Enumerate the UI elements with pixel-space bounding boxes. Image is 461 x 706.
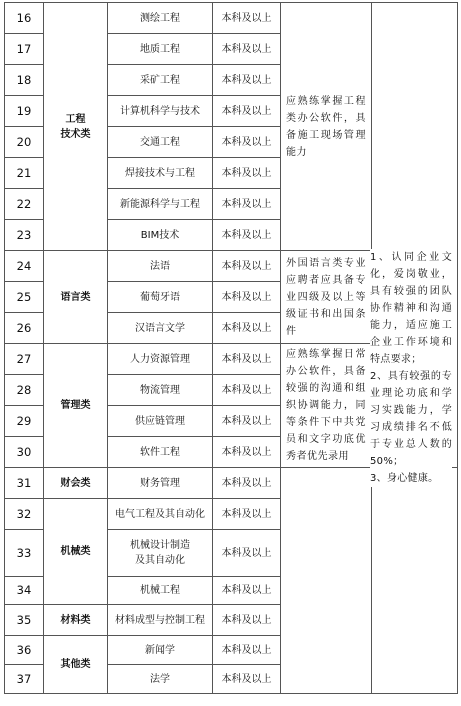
row-number: 27: [5, 344, 44, 375]
row-number: 21: [5, 158, 44, 189]
education-level: 本科及以上: [213, 251, 281, 282]
major-name: 葡萄牙语: [108, 282, 213, 313]
row-number: 29: [5, 406, 44, 437]
category-other: 其他类: [44, 636, 108, 694]
major-name: 材料成型与控制工程: [108, 605, 213, 636]
major-name: 电气工程及其自动化: [108, 499, 213, 530]
major-name: 汉语言文学: [108, 313, 213, 344]
education-level: 本科及以上: [213, 375, 281, 406]
row-number: 20: [5, 127, 44, 158]
major-name: 地质工程: [108, 34, 213, 65]
category-management: 管理类: [44, 344, 108, 468]
education-level: 本科及以上: [213, 344, 281, 375]
requirement-management: 应熟练掌握日常办公软件，具备较强的沟通和组织协调能力，同等条件下中共党员和文字功底优秀者优先录用: [281, 344, 372, 468]
row-number: 26: [5, 313, 44, 344]
row-number: 34: [5, 577, 44, 605]
row-number: 37: [5, 665, 44, 694]
major-name: 新闻学: [108, 636, 213, 665]
education-level: 本科及以上: [213, 577, 281, 605]
major-name: 机械设计制造 及其自动化: [108, 530, 213, 577]
major-name: 交通工程: [108, 127, 213, 158]
major-name: 供应链管理: [108, 406, 213, 437]
row-number: 23: [5, 220, 44, 251]
row-number: 31: [5, 468, 44, 499]
education-level: 本科及以上: [213, 406, 281, 437]
education-level: 本科及以上: [213, 499, 281, 530]
row-number: 35: [5, 605, 44, 636]
education-level: 本科及以上: [213, 96, 281, 127]
row-number: 36: [5, 636, 44, 665]
education-level: 本科及以上: [213, 282, 281, 313]
general-requirements: 1、认同企业文化，爱岗敬业，具有较强的团队协作精神和沟通能力，适应施工企业工作环境和特点要求； 2、具有较强的专业理论功底和学习实践能力，学习成绩排名不低于专业总人数的50%； 3、身心健康。: [370, 249, 452, 487]
education-level: 本科及以上: [213, 530, 281, 577]
major-name: 软件工程: [108, 437, 213, 468]
major-name: 法语: [108, 251, 213, 282]
category-mechanical: 机械类: [44, 499, 108, 605]
requirement-engineering: 应熟练掌握工程类办公软件，具备施工现场管理能力: [281, 3, 372, 251]
education-level: 本科及以上: [213, 437, 281, 468]
category-language: 语言类: [44, 251, 108, 344]
category-materials: 材料类: [44, 605, 108, 636]
row-number: 19: [5, 96, 44, 127]
requirement-blank: [281, 468, 372, 694]
major-name: 机械工程: [108, 577, 213, 605]
major-name: 测绘工程: [108, 3, 213, 34]
education-level: 本科及以上: [213, 3, 281, 34]
row-number: 16: [5, 3, 44, 34]
education-level: 本科及以上: [213, 313, 281, 344]
category-finance: 财会类: [44, 468, 108, 499]
row-number: 32: [5, 499, 44, 530]
row-number: 25: [5, 282, 44, 313]
requirement-language: 外国语言类专业应聘者应具备专业四级及以上等级证书和出国条件: [281, 251, 372, 344]
table-row: [5, 3, 458, 34]
education-level: 本科及以上: [213, 220, 281, 251]
row-number: 28: [5, 375, 44, 406]
major-name: 法学: [108, 665, 213, 694]
education-level: 本科及以上: [213, 34, 281, 65]
education-level: 本科及以上: [213, 189, 281, 220]
education-level: 本科及以上: [213, 605, 281, 636]
education-level: 本科及以上: [213, 65, 281, 96]
row-number: 18: [5, 65, 44, 96]
education-level: 本科及以上: [213, 636, 281, 665]
row-number: 17: [5, 34, 44, 65]
major-name: 采矿工程: [108, 65, 213, 96]
education-level: 本科及以上: [213, 127, 281, 158]
education-level: 本科及以上: [213, 665, 281, 694]
row-number: 24: [5, 251, 44, 282]
major-name: BIM技术: [108, 220, 213, 251]
education-level: 本科及以上: [213, 468, 281, 499]
general-requirements-blank-bottom: [372, 468, 458, 694]
education-level: 本科及以上: [213, 158, 281, 189]
major-name: 财务管理: [108, 468, 213, 499]
row-number: 30: [5, 437, 44, 468]
major-name: 焊接技术与工程: [108, 158, 213, 189]
category-engineering: 工程 技术类: [44, 3, 108, 251]
major-name: 物流管理: [108, 375, 213, 406]
major-name: 新能源科学与工程: [108, 189, 213, 220]
row-number: 33: [5, 530, 44, 577]
major-name: 计算机科学与技术: [108, 96, 213, 127]
row-number: 22: [5, 189, 44, 220]
major-name: 人力资源管理: [108, 344, 213, 375]
